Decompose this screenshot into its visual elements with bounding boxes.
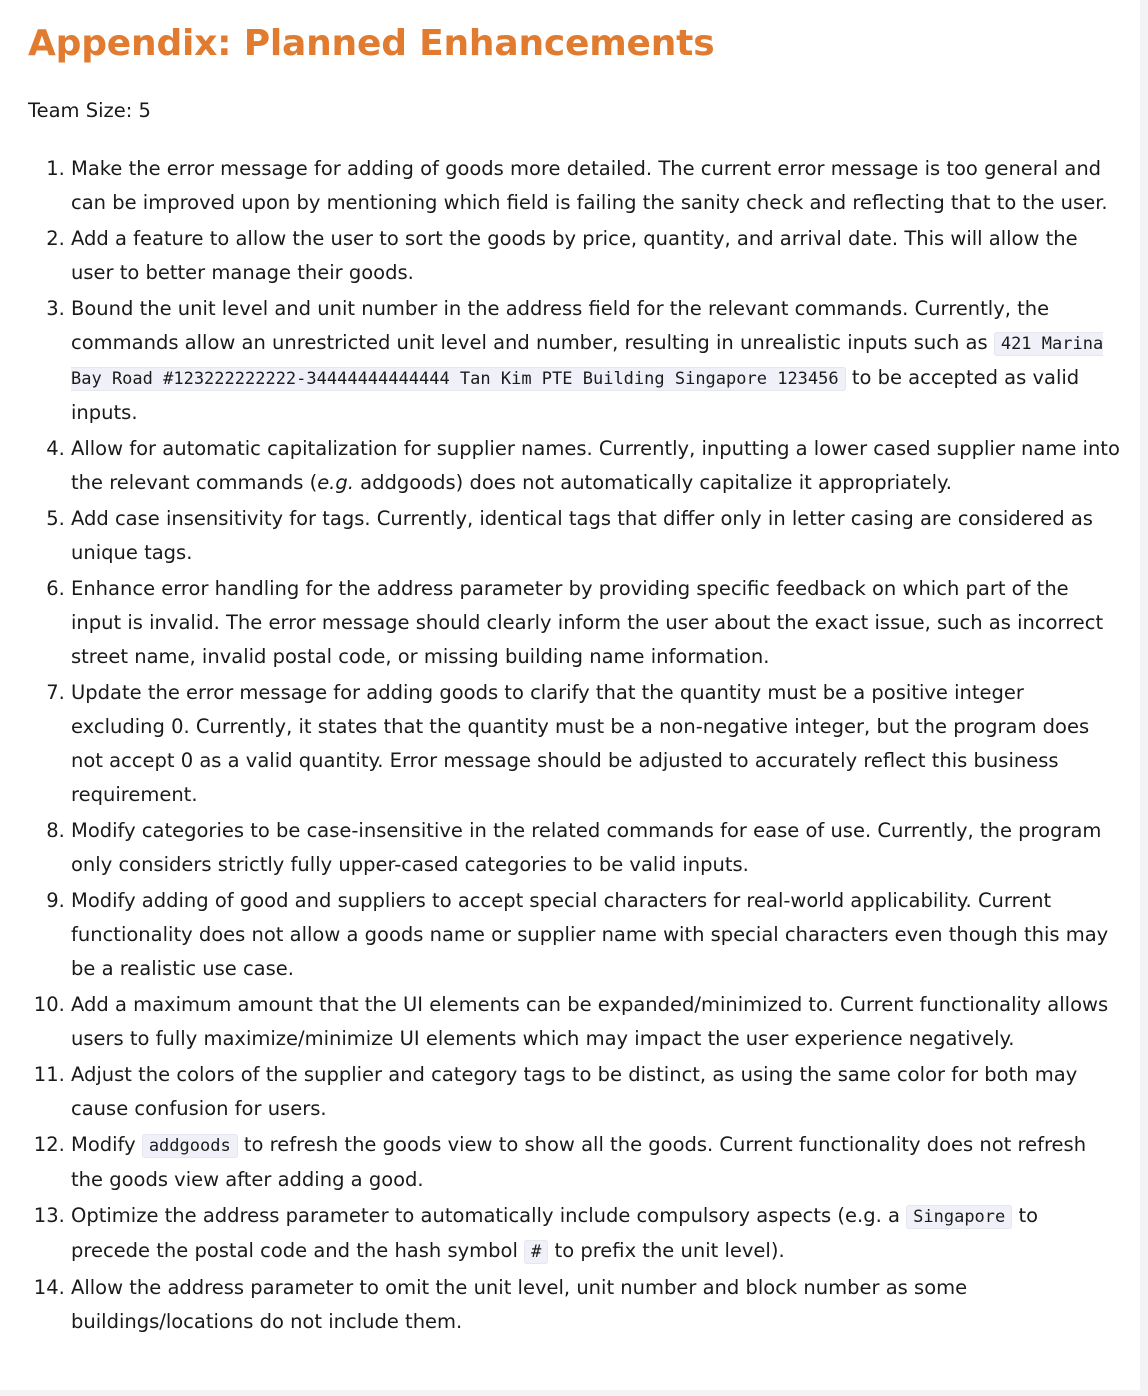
list-item: [71, 988, 1121, 1056]
item-text: Modify: [71, 1133, 142, 1156]
page-edge: [0, 1390, 1148, 1396]
list-item: [71, 152, 1121, 220]
list-item: [71, 292, 1121, 430]
item-text: Make the error message for adding of goods more detailed. The current error message is too general and can be improved upon by mentioning which field is failing the sanity check and reflecting that to the user.: [71, 157, 1108, 214]
item-text: to precede the postal code and the hash symbol: [71, 1204, 1039, 1262]
list-item: [71, 1271, 1121, 1339]
list-item: [71, 884, 1121, 986]
list-item: [71, 1128, 1121, 1197]
item-text: Modify adding of good and suppliers to accept special characters for real-world applicability. Current functionality does not allow a goods name or supplier name with special characters even though this may be a realistic use case.: [71, 889, 1109, 980]
emphasis-text: e.g.: [317, 471, 354, 494]
page-title: Appendix: Planned Enhancements: [28, 23, 715, 64]
item-text: Update the error message for adding goods to clarify that the quantity must be a positive integer excluding 0. Currently, it states that the quantity must be a non-negative integer, but the program does not accept 0 as a valid quantity. Error message should be adjusted to accurately reflect this business requirement.: [71, 681, 1090, 806]
list-item: [71, 1058, 1121, 1126]
inline-code: addgoods: [142, 1134, 238, 1158]
item-text: Allow for automatic capitalization for supplier names. Currently, inputting a lower cased supplier name into the relevant commands (: [71, 437, 1120, 494]
list-item: [71, 676, 1121, 812]
item-text: Add case insensitivity for tags. Currently, identical tags that differ only in letter casing are considered as unique tags.: [71, 507, 1093, 564]
inline-code: #: [524, 1240, 548, 1264]
item-text: addgoods) does not automatically capitalize it appropriately.: [353, 471, 952, 494]
list-item: [71, 502, 1121, 570]
list-item: [71, 1199, 1121, 1269]
item-text: to prefix the unit level).: [548, 1239, 785, 1262]
list-item: [71, 222, 1121, 290]
item-text: Add a maximum amount that the UI elements can be expanded/minimized to. Current functionality allows users to fully maximize/minimize UI elements which may impact the user experience negatively.: [71, 993, 1109, 1050]
item-text: Enhance error handling for the address parameter by providing specific feedback on which part of the input is invalid. The error message should clearly inform the user about the exact issue, such as incorrect street name, invalid postal code, or missing building name information.: [71, 577, 1104, 668]
item-text: to refresh the goods view to show all the goods. Current functionality does not refresh the goods view after adding a good.: [71, 1133, 1087, 1191]
list-item: [71, 572, 1121, 674]
item-text: Optimize the address parameter to automatically include compulsory aspects (e.g. a: [71, 1204, 907, 1227]
item-text: Add a feature to allow the user to sort the goods by price, quantity, and arrival date. This will allow the user to better manage their goods.: [71, 227, 1078, 284]
team-size-text: Team Size: 5: [28, 99, 151, 122]
enhancements-list: [71, 152, 1121, 1341]
page-edge: [1140, 0, 1148, 1396]
inline-code: 421 Marina Bay Road #123222222222-34444444444444 Tan Kim PTE Building Singapore 123456: [71, 334, 1104, 389]
item-text: Bound the unit level and unit number in the address field for the relevant commands. Currently, the commands allow an unrestricted unit level and number, resulting in unrealistic inputs such as: [71, 297, 1050, 354]
item-text: Allow the address parameter to omit the unit level, unit number and block number as some buildings/locations do not include them.: [71, 1276, 968, 1333]
item-text: to be accepted as valid inputs.: [71, 366, 1080, 424]
inline-code: Singapore: [906, 1205, 1012, 1229]
list-item: [71, 432, 1121, 500]
item-text: Modify categories to be case-insensitive in the related commands for ease of use. Currently, the program only considers strictly fully upper-cased categories to be valid inputs.: [71, 819, 1102, 876]
list-item: [71, 814, 1121, 882]
item-text: Adjust the colors of the supplier and category tags to be distinct, as using the same color for both may cause confusion for users.: [71, 1063, 1078, 1120]
